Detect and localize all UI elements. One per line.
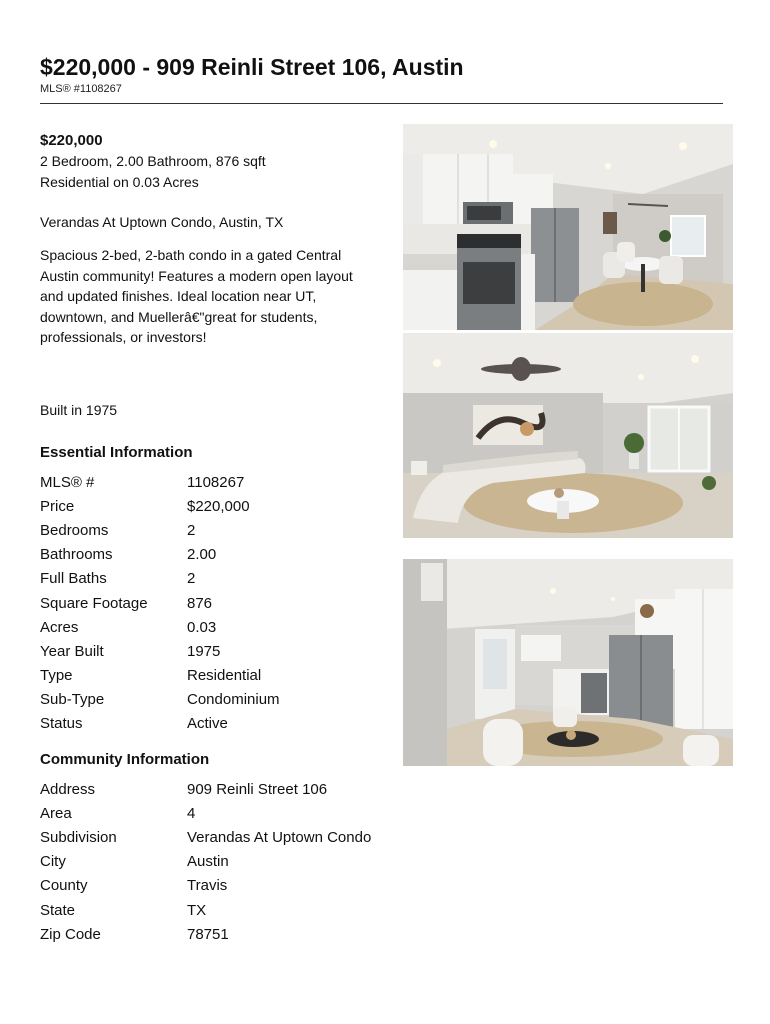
field-value: Verandas At Uptown Condo <box>187 828 372 846</box>
summary-type: Residential on 0.03 Acres <box>40 174 199 190</box>
field-label: City <box>40 853 66 871</box>
field-value: Travis <box>187 877 228 895</box>
table-row <box>40 898 371 922</box>
table-row <box>40 518 280 542</box>
table-row <box>40 494 280 518</box>
listing-description: Spacious 2-bed, 2-bath condo in a gated Central Austin community! Features a modern open layout and updated finishes. Ideal location near UT, downtown, and Muellerâ€"great for students, professionals, or investors! <box>40 247 353 346</box>
field-label: State <box>40 901 76 919</box>
table-row <box>40 801 371 825</box>
page-title: $220,000 - 909 Reinli Street 106, Austin <box>40 54 464 80</box>
table-row <box>40 639 280 663</box>
table-row <box>40 615 280 639</box>
table-row <box>40 825 371 849</box>
table-row <box>40 470 280 494</box>
field-value: 909 Reinli Street 106 <box>187 780 328 798</box>
field-label: Full Baths <box>40 570 107 588</box>
table-row <box>40 777 371 801</box>
field-value: 78751 <box>187 925 229 943</box>
field-label: Price <box>40 497 75 515</box>
field-label: Area <box>40 804 72 822</box>
summary-specs: 2 Bedroom, 2.00 Bathroom, 876 sqft <box>40 153 266 169</box>
field-label: Sub-Type <box>40 691 105 709</box>
table-row <box>40 567 280 591</box>
photo-kitchen-entry <box>403 559 733 766</box>
built-year: Built in 1975 <box>40 402 118 418</box>
community-info-heading: Community Information <box>40 751 210 768</box>
table-row <box>40 712 280 736</box>
photo-kitchen-dining <box>403 124 733 330</box>
field-value: $220,000 <box>187 497 250 515</box>
table-row <box>40 591 280 615</box>
table-row <box>40 850 371 874</box>
field-value: Austin <box>187 853 229 871</box>
field-value: 4 <box>187 804 196 822</box>
field-value: 876 <box>187 594 213 612</box>
mls-number: MLS® #1108267 <box>40 83 122 95</box>
field-value: 2 <box>187 570 196 588</box>
field-value: 1108267 <box>187 473 245 491</box>
field-label: Zip Code <box>40 925 101 943</box>
field-label: Bedrooms <box>40 521 109 539</box>
field-value: TX <box>187 901 207 919</box>
field-label: County <box>40 877 88 895</box>
field-value: 2 <box>187 521 196 539</box>
summary-location: Verandas At Uptown Condo, Austin, TX <box>40 214 284 230</box>
community-info-table <box>40 777 371 946</box>
field-label: MLS® # <box>40 473 95 491</box>
table-row <box>40 688 280 712</box>
field-label: Address <box>40 780 96 798</box>
field-value: Active <box>187 715 228 733</box>
table-row <box>40 664 280 688</box>
table-row <box>40 543 280 567</box>
field-value: Condominium <box>187 691 280 709</box>
field-label: Type <box>40 667 73 685</box>
field-label: Year Built <box>40 642 104 660</box>
field-value: 0.03 <box>187 618 217 636</box>
table-row <box>40 874 371 898</box>
field-label: Bathrooms <box>40 546 113 564</box>
essential-info-heading: Essential Information <box>40 444 193 461</box>
header-divider <box>40 103 723 104</box>
essential-info-table <box>40 470 280 736</box>
field-value: 2.00 <box>187 546 217 564</box>
field-label: Acres <box>40 618 79 636</box>
field-label: Status <box>40 715 83 733</box>
field-value: 1975 <box>187 642 221 660</box>
table-row <box>40 922 371 946</box>
field-label: Square Footage <box>40 594 148 612</box>
field-value: Residential <box>187 667 262 685</box>
listing-summary <box>40 130 380 193</box>
summary-price: $220,000 <box>40 132 103 149</box>
field-label: Subdivision <box>40 828 117 846</box>
photo-living-room <box>403 333 733 538</box>
